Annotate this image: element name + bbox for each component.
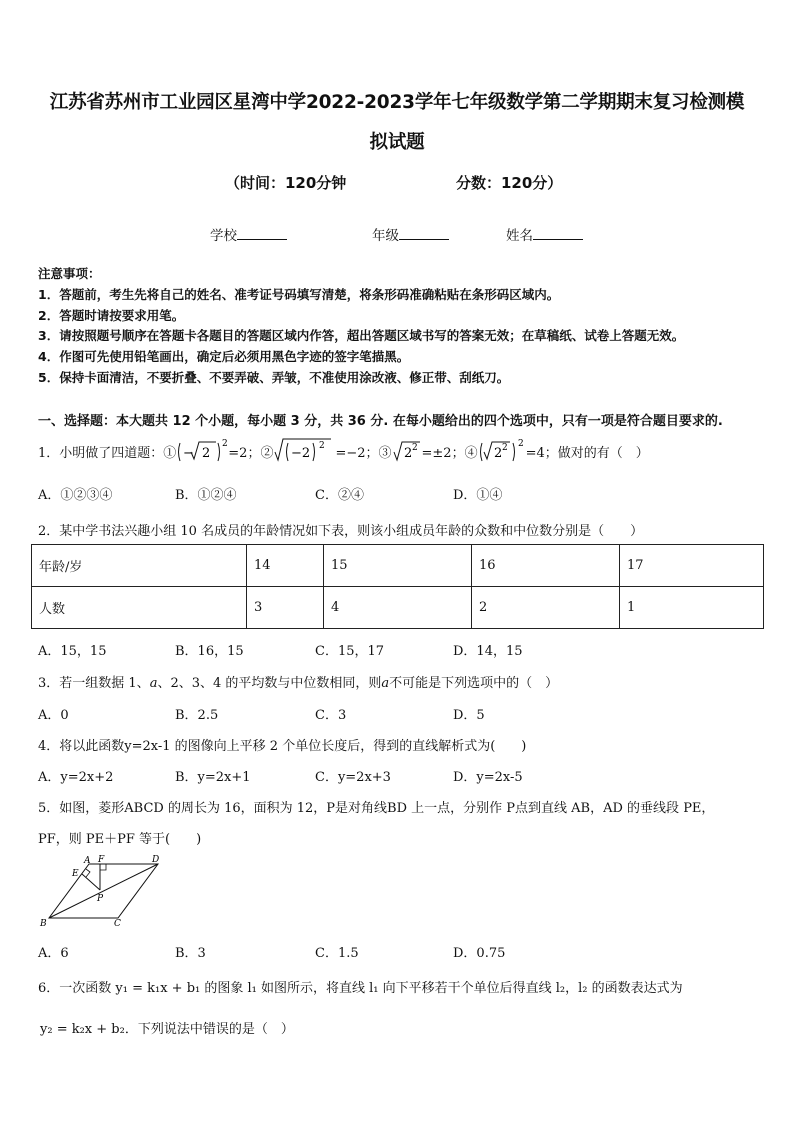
label-e: E xyxy=(72,869,79,879)
svg-text:2: 2 xyxy=(493,446,502,461)
section-heading: 一、选择题：本大题共 12 个小题，每小题 3 分，共 36 分. 在每小题给出的四个选项中，只有一项是符合题目要求的. xyxy=(38,414,723,429)
table-cell: 年龄/岁 xyxy=(32,545,247,587)
q1-option-c[interactable]: C．②④ xyxy=(315,488,364,503)
q3-option-c[interactable]: C．3 xyxy=(315,708,347,723)
table-row xyxy=(32,587,764,629)
label-b: B xyxy=(40,919,47,929)
q2-option-d[interactable]: D．14，15 xyxy=(453,644,523,659)
rhombus-figure xyxy=(34,852,164,930)
q2-option-c[interactable]: C．15，17 xyxy=(315,644,385,659)
name-label: 姓名 xyxy=(506,228,533,244)
svg-text:−: − xyxy=(183,446,195,461)
svg-text:2: 2 xyxy=(501,443,508,453)
grade-blank[interactable] xyxy=(399,227,449,240)
table-cell: 人数 xyxy=(32,587,247,629)
q4-option-a[interactable]: A．y=2x+2 xyxy=(38,770,114,785)
table-cell: 4 xyxy=(324,587,472,629)
exam-title-line1: 江苏省苏州市工业园区星湾中学2022-2023学年七年级数学第二学期期末复习检测模 xyxy=(49,92,745,113)
q1-prefix: 1．小明做了四道题：① xyxy=(38,445,177,461)
note-item: 5．保持卡面清洁，不要折叠、不要弄破、弄皱，不准使用涂改液、修正带、刮纸刀。 xyxy=(38,369,510,385)
q5-option-b[interactable]: B．3 xyxy=(175,946,206,961)
q3-text-b: 、2、3、4 的平均数与中位数相同，则 xyxy=(157,676,382,691)
svg-text:2: 2 xyxy=(202,446,211,461)
label-p: P xyxy=(97,894,104,904)
question-6-line2: y₂ = k₂x + b₂．下列说法中错误的是（ ） xyxy=(40,1022,294,1037)
table-cell: 2 xyxy=(472,587,620,629)
note-item: 3．请按照题号顺序在答题卡各题目的答题区域内作答，超出答题区域书写的答案无效；在草稿纸、试卷上答题无效。 xyxy=(38,328,685,344)
q5-option-d[interactable]: D．0.75 xyxy=(453,946,506,961)
q1-expr-2 xyxy=(273,437,335,465)
question-2: 2．某中学书法兴趣小组 10 名成员的年龄情况如下表，则该小组成员年龄的众数和中位数分别是（ ） xyxy=(38,524,644,539)
time-label: （时间：120分钟 xyxy=(225,174,347,192)
q3-var: a xyxy=(381,676,390,691)
question-5-line2: PF，则 PE＋PF 等于( ) xyxy=(38,832,202,847)
exam-title-line2: 拟试题 xyxy=(369,132,425,153)
q1-part1: =2；② xyxy=(228,445,274,461)
table-cell: 15 xyxy=(324,545,472,587)
name-blank[interactable] xyxy=(533,227,583,240)
q1-option-b[interactable]: B．①②④ xyxy=(175,488,237,503)
grade-label: 年级 xyxy=(372,228,399,244)
svg-text:2: 2 xyxy=(517,439,524,449)
name-field[interactable] xyxy=(506,224,583,244)
q5-option-a[interactable]: A．6 xyxy=(38,946,69,961)
notes-block xyxy=(38,264,684,389)
label-f: F xyxy=(98,855,105,865)
school-blank[interactable] xyxy=(237,227,287,240)
label-a: A xyxy=(84,856,91,866)
q3-option-b[interactable]: B．2.5 xyxy=(175,708,219,723)
q3-option-d[interactable]: D．5 xyxy=(453,708,485,723)
q3-var: a xyxy=(149,676,158,691)
question-6-line1: 6．一次函数 y₁ = k₁x + b₁ 的图象 l₁ 如图所示，将直线 l₁ 向下平移若干个单位后得直线 l₂，l₂ 的函数表达式为 xyxy=(38,981,683,996)
note-item: 1．答题前，考生先将自己的姓名、准考证号码填写清楚，将条形码准确粘贴在条形码区域内。 xyxy=(38,286,560,302)
age-table xyxy=(31,544,764,629)
question-3 xyxy=(38,672,558,691)
question-5-line1: 5．如图，菱形ABCD 的周长为 16，面积为 12，P是对角线BD 上一点，分别作 P点到直线 AB，AD 的垂线段 PE， xyxy=(38,801,715,816)
q4-option-c[interactable]: C．y=2x+3 xyxy=(315,770,391,785)
note-item: 4．作图可先使用铅笔画出，确定后必须用黑色字迹的签字笔描黑。 xyxy=(38,349,410,365)
note-item: 2．答题时请按要求用笔。 xyxy=(38,307,185,323)
table-cell: 3 xyxy=(247,587,324,629)
q1-expr-4 xyxy=(478,437,526,465)
q3-text-a: 3．若一组数据 1、 xyxy=(38,676,150,691)
q2-option-a[interactable]: A．15，15 xyxy=(38,644,107,659)
q3-option-a[interactable]: A．0 xyxy=(38,708,69,723)
svg-text:2: 2 xyxy=(411,443,418,453)
notes-heading: 注意事项： xyxy=(38,266,101,281)
q2-option-b[interactable]: B．16，15 xyxy=(175,644,244,659)
table-row xyxy=(32,545,764,587)
school-field[interactable] xyxy=(210,224,287,244)
svg-text:2: 2 xyxy=(319,441,326,451)
table-cell: 17 xyxy=(620,545,764,587)
question-1 xyxy=(38,438,649,464)
score-label: 分数：120分） xyxy=(456,174,563,192)
svg-text:2: 2 xyxy=(222,439,229,449)
question-4: 4．将以此函数y=2x-1 的图像向上平移 2 个单位长度后，得到的直线解析式为( ) xyxy=(38,739,527,754)
q4-option-b[interactable]: B．y=2x+1 xyxy=(175,770,251,785)
grade-field[interactable] xyxy=(372,224,449,244)
table-cell: 16 xyxy=(472,545,620,587)
label-c: C xyxy=(114,919,121,929)
q1-part2: =−2；③ xyxy=(335,445,392,461)
q1-part4: =4；做对的有（ ） xyxy=(525,445,649,461)
q1-option-d[interactable]: D．①④ xyxy=(453,488,503,503)
q3-text-c: 不可能是下列选项中的（ ） xyxy=(389,676,559,691)
label-d: D xyxy=(152,855,160,865)
q4-option-d[interactable]: D．y=2x-5 xyxy=(453,770,523,785)
q1-part3: =±2；④ xyxy=(421,445,478,461)
table-cell: 14 xyxy=(247,545,324,587)
school-label: 学校 xyxy=(210,228,237,244)
q1-expr-3 xyxy=(392,437,422,465)
q5-option-c[interactable]: C．1.5 xyxy=(315,946,359,961)
q1-option-a[interactable]: A．①②③④ xyxy=(38,488,113,503)
svg-text:2: 2 xyxy=(403,446,412,461)
q1-expr-1 xyxy=(176,437,228,465)
table-cell: 1 xyxy=(620,587,764,629)
svg-text:−2: −2 xyxy=(291,446,311,461)
